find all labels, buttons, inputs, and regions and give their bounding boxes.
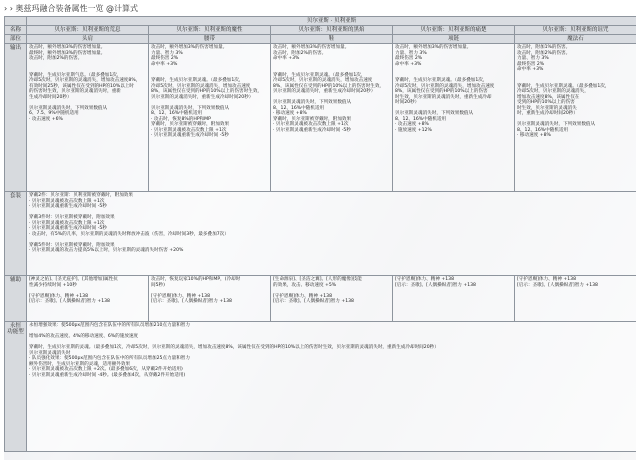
- equipment-attribute-table: [4, 16, 636, 460]
- output-cell-3: 攻击时，额外增加3%的伤害增加量。 攻击时，附加2%的伤害。 命中率 +3% 穿戴时，生成贝尔亚斯灵魂。（最多叠加1次， 冷却5次时，贝尔亚斯的灵魂消失，增加攻击速度 8%，该属性仅在受到的HP的10%以上的伤害时生效， 贝尔亚斯的灵魂消失时，重新生成冷却时间20秒） 贝尔亚斯灵魂消失时，下列效果数值从 8、12、16%中随机适用 · 移动速度 +8% 穿戴时，贝尔亚斯被穿戴时，附加效果 · 贝尔亚斯灵魂被攻击次数上限 +1次 · 贝尔亚斯灵魂重新生成冷却时间 -5秒: [271, 44, 393, 192]
- row-label-part: 部位: [5, 35, 27, 44]
- col-part-5: 魔法石: [515, 35, 637, 44]
- support-cell-4: [守护恩赐]体力、精神 +138 [启示：圣歌]、[人偶操纵者]智力 +138: [393, 276, 515, 322]
- output-cell-2: 攻击时，额外增加3%的伤害增加量。 力量、智力 3% 最终伤害 2% 命中率 +3% 穿戴时，生成贝尔亚斯灵魂。（最多叠加1次， 冷却5次时，贝尔亚斯的灵魂消失，增加攻击速度 8%，该属性仅在受到的HP的10%以上的伤害时生效， 贝尔亚斯的灵魂消失时，重新生成冷却时间20秒） 贝尔亚斯灵魂消失时，下列效果数值从 8、12、16%中随机适用 · 攻击时，恢复8%的HP和MP 穿戴时，贝尔亚斯被穿戴时，附加效果 · 贝尔亚斯灵魂被攻击次数上限 +1次 · 贝尔亚斯灵魂重新生成冷却时间 -5秒: [149, 44, 271, 192]
- breadcrumb: › › 奥兹玛融合装备属性一览 @计算式: [4, 4, 139, 13]
- col-part-2: 腰带: [149, 35, 271, 44]
- row-label-set: 套装: [5, 192, 27, 276]
- table-title: 贝尔亚斯 · 贝利亚斯: [27, 17, 637, 26]
- col-name-1: 贝尔亚斯：贝利亚斯的荒息: [27, 26, 149, 35]
- col-name-2: 贝尔亚斯：贝利亚斯的魔性: [149, 26, 271, 35]
- row-label-permanent: 永恒 功能型: [5, 322, 27, 452]
- support-cell-1: [神灵之佑]、[圣光庇护]、[其他增加]属性抗 性减少持续时间 +10秒 [守护恩赐]体力、精神 +138 [启示：圣歌]、[人偶操纵者]智力 +138: [27, 276, 149, 322]
- row-label-output: 输出: [5, 44, 27, 192]
- output-cell-4: 攻击时，额外增加3%的伤害增加量。 力量、智力 3% 最终伤害 2% 命中率 +3% 穿戴时，生成贝尔亚斯灵魂。（最多叠加1次， 冷却5次时，贝尔亚斯的灵魂消失，增加攻击速度 8%，该属性仅在受到的HP的10%以上的伤害 时生效，贝尔亚斯的灵魂消失时，重新生成冷却 时间20秒） 贝尔亚斯灵魂消失时，下列效果数值从 8、12、16%中随机适用 · 攻击速度 +8% · 施放速度 +12%: [393, 44, 515, 192]
- support-cell-2: 攻击时，恢复玩家10%的HP和MP，(冷却时 间5秒) [守护恩赐]体力、精神 +138 [启示：圣歌]、[人偶操纵者]智力 +138: [149, 276, 271, 322]
- row-label-name: 名称: [5, 26, 27, 35]
- col-part-4: 项链: [393, 35, 515, 44]
- set-effect-cell: 穿戴2件：贝尔亚斯：贝利亚斯被穿戴时，附加效果 · 贝尔亚斯灵魂被攻击次数上限 +1次 · 贝尔亚斯灵魂重新生成冷却时间 -5秒 穿戴3件时：贝尔亚斯被穿戴时，附加效果 · 贝尔亚斯灵魂被攻击次数上限 +1次 · 贝尔亚斯灵魂重新生成冷却时间 -5秒 · 攻击时，有5%的几率，贝尔亚斯的灵魂消失时释放冲击波（伤害，冷却时间3秒，最多叠加7次） 穿戴5件时：贝尔亚斯被穿戴时，附加效果 · 贝尔亚斯灵魂的攻击力提高5%以上时，贝尔亚斯的灵魂消失时伤害 +20%: [27, 192, 637, 276]
- permanent-effect-cell: 永恒增强效果：使500px范围内包含在队伍中的所有队员增加210点力量和智力 增加4%的攻击速度、4%的移动速度、6%的施放速度 穿戴时，生成贝尔亚斯的灵魂。（最多叠加1次，冷却5次时，贝尔亚斯的灵魂消失，增加攻击速度8%，该属性仅在受到的HP的10%以上的伤害时生效，贝尔亚斯的灵魂消失时，重新生成冷却时间20秒） 贝尔亚斯灵魂消失时 · 队员强化效果：使500px范围内包含在队伍中的所有队员增加25点力量和智力 额外伤害时，生成贝尔亚斯的灵魂，适用额外效果 · 贝尔亚斯灵魂被攻击次数上限 +2次。(最多叠加6次，从穿戴2件开始适用) · 贝尔亚斯灵魂重新生成冷却时间 -4秒。(最多叠加4次，从穿戴2件开始适用): [27, 322, 637, 452]
- support-cell-5: [守护恩赐]体力、精神 +138 [启示：圣歌]、[人偶操纵者]智力 +138: [515, 276, 637, 322]
- col-part-3: 鞋: [271, 35, 393, 44]
- output-cell-5: 攻击时，附加1%的伤害。 攻击时，附加2%的伤害。 力量、智力 3% 最终伤害 2% 命中率 +3% 穿戴时，生成贝尔亚斯灵魂。（最多叠加1次， 冷却5次时，贝尔亚斯的灵魂消失， 增加攻击速度8%，该属性仅在 受到的HP的10%以上的伤害 时生效，贝尔亚斯的灵魂消失 时，重新生成冷却时间20秒） 贝尔亚斯灵魂消失时，下列效果数值从 8、12、16%中随机适用 · 移动速度 +8%: [515, 44, 637, 192]
- col-part-1: 头肩: [27, 35, 149, 44]
- col-name-4: 贝尔亚斯：贝利亚斯的痛楚: [393, 26, 515, 35]
- corner-cell: [5, 17, 27, 26]
- support-cell-3: [生命源泉]、[圣洁之翼]、[人形的魔像]技能 的效果，攻击、移动速度 +5% [守护恩赐]体力、精神 +138 [启示：圣歌]、[人偶操纵者]智力 +138: [271, 276, 393, 322]
- attribute-table: [4, 16, 636, 452]
- col-name-3: 贝尔亚斯：贝利亚斯的黑焰: [271, 26, 393, 35]
- row-label-support: 辅助: [5, 276, 27, 322]
- col-name-5: 贝尔亚斯：贝利亚斯的诅咒: [515, 26, 637, 35]
- output-cell-1: 攻击时，额外增加3%的伤害增加量。 最终时，额外增加3%的伤害增加量。 攻击时，附加2%的伤害。 穿戴时，生成贝尔亚斯气息。（最多叠加1次， 冷却5次时，贝尔亚斯的灵魂消失，增加攻击速度8%， 有效时间25秒，该属性仅在受到的HP的10%以上时 的伤害时生效，贝尔亚斯的灵魂消失时，重新 生成冷却时间20秒） 贝尔亚斯灵魂消失时，下列效果数值从 6、7.5、9%中随机适用 · 攻击速度 +6%: [27, 44, 149, 192]
